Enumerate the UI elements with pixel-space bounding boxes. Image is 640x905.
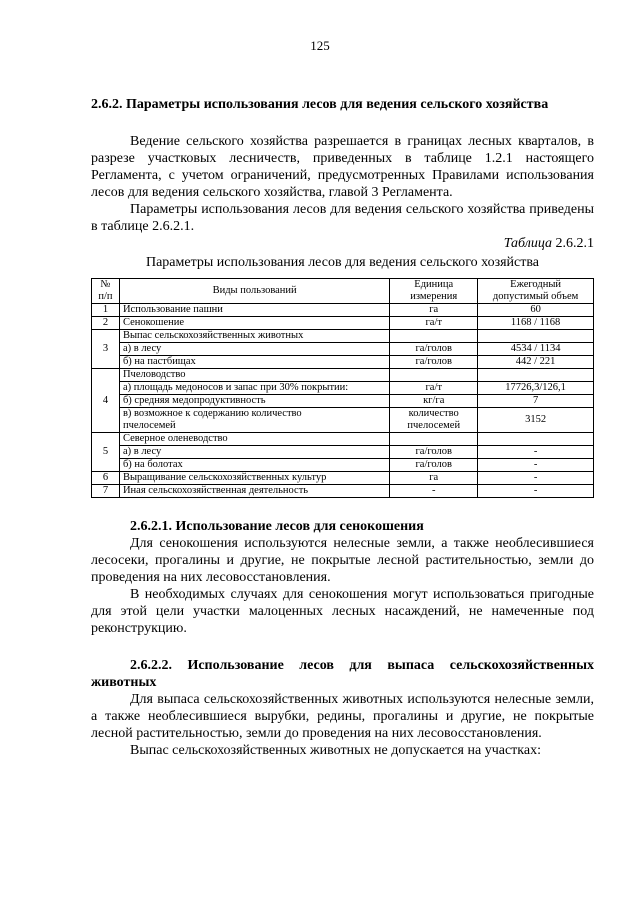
table-header-row: [92, 279, 594, 304]
table-number: 2.6.2.1: [555, 236, 594, 251]
header-unit: Единица измерения: [390, 279, 478, 304]
table-caption: Параметры использования лесов для ведения сельского хозяйства: [145, 255, 539, 270]
table-row: в) возможное к содержанию количество пчелосемей количество пчелосемей 3152: [92, 408, 594, 433]
table-row: б) на болотах га/голов -: [92, 459, 594, 472]
paragraph: Для выпаса сельскохозяйственных животных используются нелесные земли, а также необлесившиеся вырубки, редины, прогалины и другие, не покрытые лесной растительностью, земли до проведения на них лесовосстановления.: [91, 692, 594, 741]
subsection-heading-grazing: 2.6.2.2. Использование лесов для выпаса сельскохозяйственных животных: [91, 658, 594, 690]
table-row: 5 Северное оленеводство: [92, 433, 594, 446]
table-row: 4 Пчеловодство: [92, 369, 594, 382]
table-label: [91, 235, 594, 252]
parameters-table: [91, 278, 594, 498]
paragraph: В необходимых случаях для сенокошения могут использоваться пригодные для этой цели участки малоценных лесных насаждений, не намеченные под реконструкцию.: [91, 587, 594, 636]
table-row: 7 Иная сельскохозяйственная деятельность - -: [92, 485, 594, 498]
header-volume: Ежегодный допустимый объем: [478, 279, 594, 304]
table-row: б) на пастбищах га/голов 442 / 221: [92, 356, 594, 369]
paragraph: Выпас сельскохозяйственных животных не допускается на участках:: [130, 743, 541, 758]
page-content: [91, 96, 594, 759]
header-no: № п/п: [92, 279, 120, 304]
table-row: а) в лесу га/голов 4534 / 1134: [92, 343, 594, 356]
paragraph: Параметры использования лесов для ведения сельского хозяйства приведены в таблице 2.6.2.1.: [91, 202, 594, 234]
table-row: 2 Сенокошение га/т 1168 / 1168: [92, 317, 594, 330]
header-type: Виды пользований: [119, 279, 389, 304]
paragraph: Для сенокошения используются нелесные земли, а также необлесившиеся лесосеки, прогалины и другие, не покрытые лесной растительностью, земли до проведения на них лесовосстановления.: [91, 536, 594, 585]
section-heading: 2.6.2. Параметры использования лесов для ведения сельского хозяйства: [91, 97, 549, 112]
paragraph: Ведение сельского хозяйства разрешается в границах лесных кварталов, в разрезе участковых лесничеств, приведенных в таблице 1.2.1 настоящего Регламента, с учетом ограничений, предусмотренных Правилами использования лесов для ведения сельского хозяйства, главой 3 Регламента.: [91, 134, 594, 200]
table-row: 3 Выпас сельскохозяйственных животных: [92, 330, 594, 343]
table-row: а) площадь медоносов и запас при 30% покрытии: га/т 17726,3/126,1: [92, 382, 594, 395]
table-row: а) в лесу га/голов -: [92, 446, 594, 459]
table-row: 6 Выращивание сельскохозяйственных культур га -: [92, 472, 594, 485]
page-number: 125: [310, 38, 330, 53]
table-label-word: Таблица: [503, 236, 552, 251]
table-row: б) средняя медопродуктивность кг/га 7: [92, 395, 594, 408]
subsection-heading-hay: 2.6.2.1. Использование лесов для сенокошения: [130, 519, 424, 534]
table-row: 1 Использование пашни га 60: [92, 304, 594, 317]
